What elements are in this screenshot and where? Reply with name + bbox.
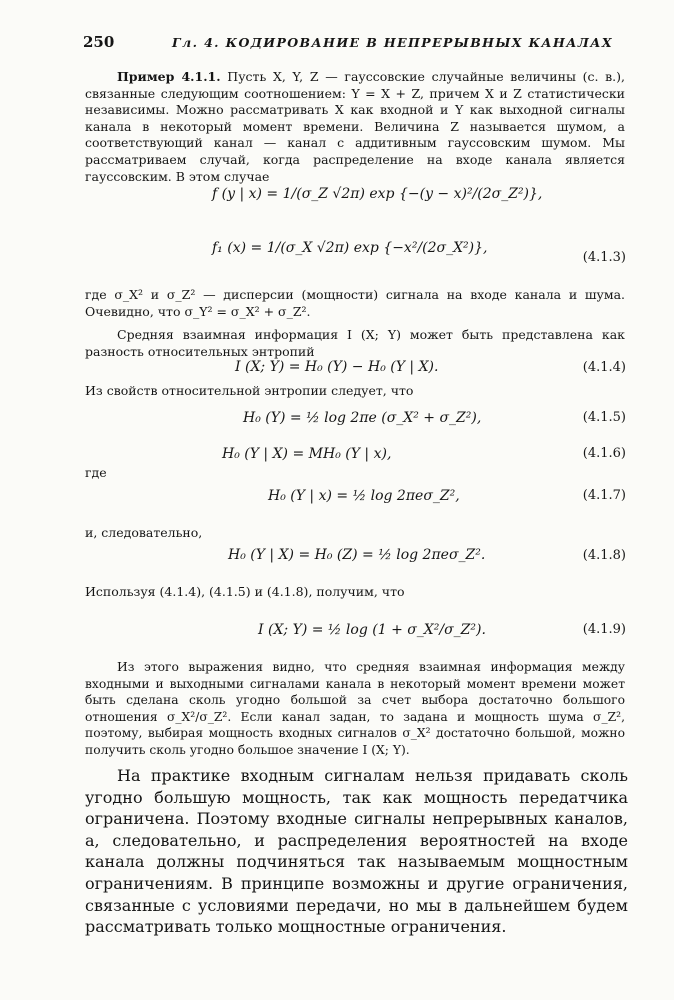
page-number: 250 bbox=[83, 33, 115, 51]
equation-number-4-1-8: (4.1.8) bbox=[582, 548, 626, 563]
word-gde: где bbox=[85, 465, 107, 480]
equation-number-4-1-5: (4.1.5) bbox=[582, 410, 626, 425]
equation-number-4-1-4: (4.1.4) bbox=[582, 360, 626, 375]
paragraph-main-text: На практике входным сигналам нельзя придавать сколь угодно большую мощность, так как мощность передатчика ограничена. Поэтому входные сигналы непрерывных каналов, а, следовательно, и распределения вероятностей на входе канала должны подчиняться так называемым мощностным ограничениям. В принципе возможны и другие ограничения, связанные с условиями передачи, но мы в дальнейшем будем рассматривать только мощностные ограничения. bbox=[85, 766, 628, 937]
equation-4-1-8: H₀ (Y | X) = H₀ (Z) = ½ log 2πeσ_Z². bbox=[228, 547, 486, 563]
equation-4-1-7: H₀ (Y | x) = ½ log 2πeσ_Z², bbox=[268, 488, 460, 504]
example-paragraph bbox=[85, 69, 625, 185]
equation-4-1-6: H₀ (Y | X) = MH₀ (Y | x), bbox=[222, 446, 392, 462]
paragraph-using-equations: Используя (4.1.4), (4.1.5) и (4.1.8), получим, что bbox=[85, 584, 405, 599]
example-text: Пусть X, Y, Z — гауссовские случайные величины (с. в.), связанные следующим соотношением: Y = X + Z, причем X и Z статистически независимы. Можно рассматривать X как входной и Y как выходной сигналы канала в некоторый момент времени. Величина Z называется шумом, а соответствующий канал — канал с аддитивным гауссовским шумом. Мы рассматриваем случай, когда распределение на входе канала является гауссовским. В этом случае bbox=[85, 69, 625, 184]
equation-4-1-5: H₀ (Y) = ½ log 2πe (σ_X² + σ_Z²), bbox=[243, 410, 482, 426]
running-title: Гл. 4. КОДИРОВАНИЕ В НЕПРЕРЫВНЫХ КАНАЛАХ bbox=[172, 35, 613, 50]
example-lead: Пример 4.1.1. bbox=[117, 69, 221, 84]
equation-4-1-3a: f (y | x) = 1/(σ_Z √2π) exp {−(y − x)²/(2σ_Z²)}, bbox=[212, 186, 543, 202]
paragraph-conclusion: Из этого выражения видно, что средняя взаимная информация между входными и выходными сигналами канала в некоторый момент времени может быть сделана сколь угодно большой за счет выбора достаточно большого отношения σ_X²/σ_Z². Если канал задан, то задана и мощность шума σ_Z², поэтому, выбирая мощность входных сигналов σ_X² достаточно большой, можно получить сколь угодно большое значение I (X; Y). bbox=[85, 660, 625, 757]
equation-number-4-1-3: (4.1.3) bbox=[582, 250, 626, 265]
paragraph-mutual-information: Средняя взаимная информация I (X; Y) может быть представлена как разность относительных энтропий bbox=[85, 327, 625, 359]
equation-number-4-1-9: (4.1.9) bbox=[582, 622, 626, 637]
equation-number-4-1-6: (4.1.6) bbox=[582, 446, 626, 461]
phrase-i-sledovatelno: и, следовательно, bbox=[85, 525, 203, 540]
paragraph-variances: где σ_X² и σ_Z² — дисперсии (мощности) сигнала на входе канала и шума. Очевидно, что σ_Y² = σ_X² + σ_Z². bbox=[85, 287, 625, 319]
equation-number-4-1-7: (4.1.7) bbox=[582, 488, 626, 503]
equation-4-1-9: I (X; Y) = ½ log (1 + σ_X²/σ_Z²). bbox=[258, 622, 486, 638]
equation-4-1-4: I (X; Y) = H₀ (Y) − H₀ (Y | X). bbox=[235, 359, 439, 375]
paragraph-entropy-properties: Из свойств относительной энтропии следует, что bbox=[85, 383, 414, 398]
equation-4-1-3b: f₁ (x) = 1/(σ_X √2π) exp {−x²/(2σ_X²)}, bbox=[212, 240, 488, 256]
